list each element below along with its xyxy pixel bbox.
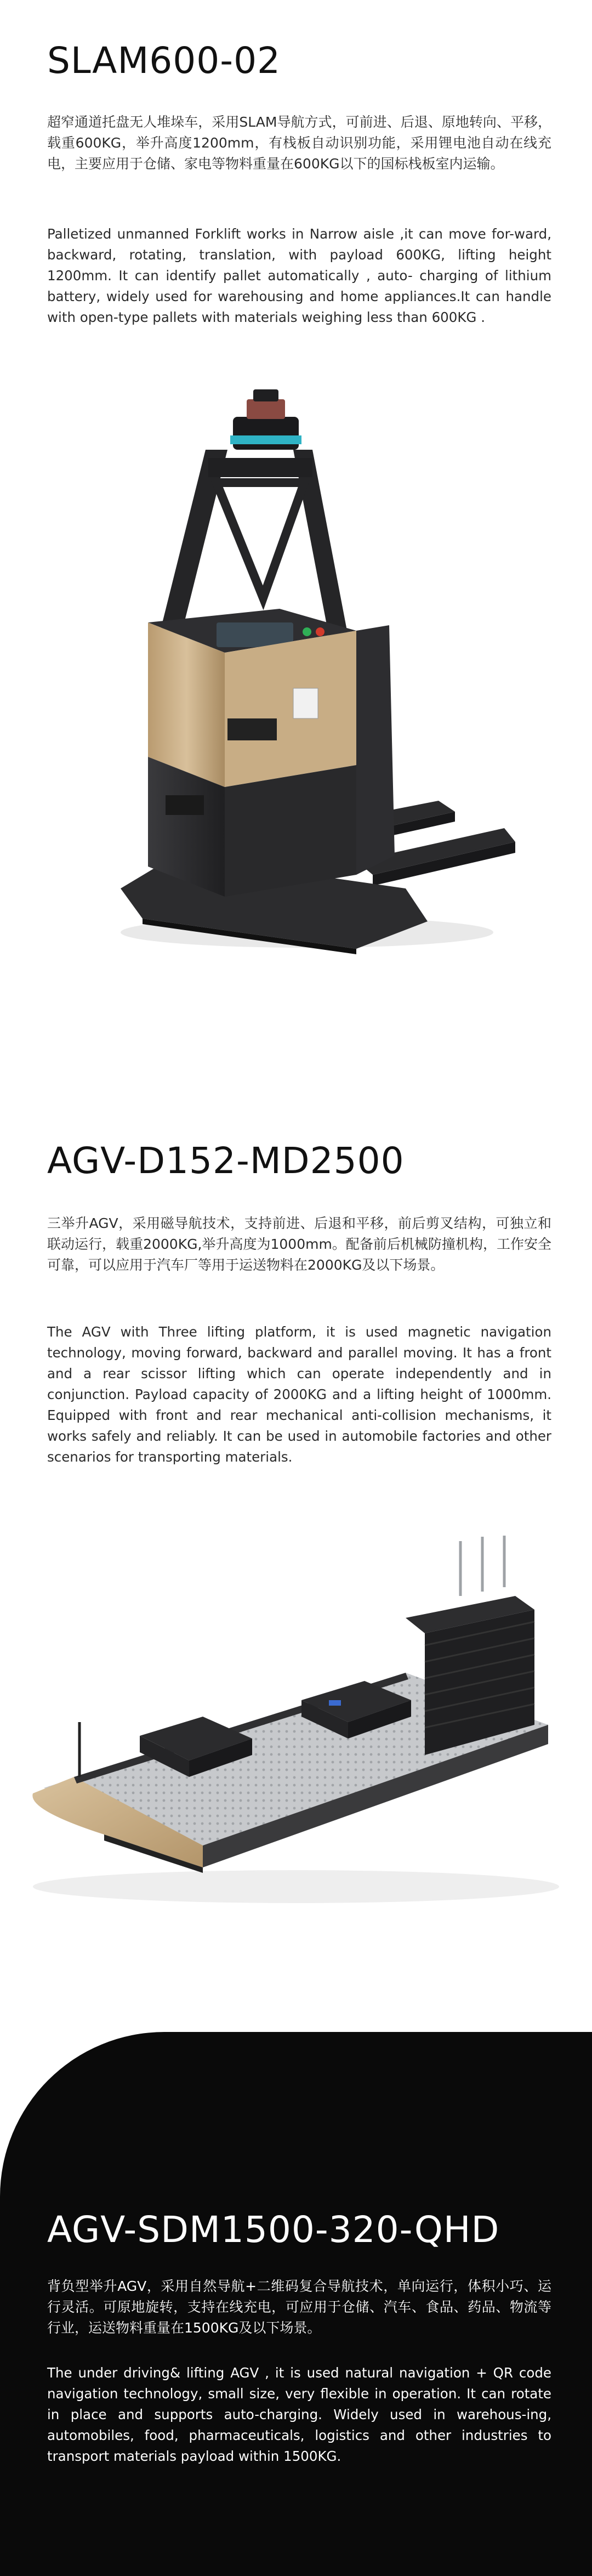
- product-title: AGV-SDM1500-320-QHD: [47, 2209, 500, 2251]
- scissor-lift-agv-image: [22, 1536, 570, 1920]
- product-title: SLAM600-02: [47, 39, 281, 82]
- product-description-zh: 背负型举升AGV，采用自然导航+二维码复合导航技术，单向运行，体积小巧、运行灵活。可原地旋转，支持在线充电，可应用于仓储、汽车、食品、药品、物流等行业，运送物料重量在1500KG及以下场景。: [47, 2278, 551, 2336]
- product-description-zh: 超窄通道托盘无人堆垛车，采用SLAM导航方式，可前进、后退、原地转向、平移，载重600KG，举升高度1200mm，有栈板自动识别功能，采用锂电池自动在线充电，主要应用于仓储、家电等物料重量在600KG以下的国标栈板室内运输。: [47, 114, 551, 172]
- product-description-en: Palletized unmanned Forklift works in Narrow aisle ,it can move for-ward, backward, rotating, translation, with payload 600KG, lifting height 1200mm. It can identify pallet automatically , auto- charging of lithium battery, widely used for warehousing and home appliances.It can handle with open-type pallets with materials weighing less than 600KG .: [47, 226, 551, 325]
- product-title: AGV-D152-MD2500: [47, 1140, 405, 1182]
- product-section-agv-sdm1500: [0, 2032, 592, 2576]
- forklift-agv-image: [99, 378, 515, 954]
- product-description-en: The AGV with Three lifting platform, it is used magnetic navigation technology, moving forward, backward and parallel moving. It has a front and a rear scissor lifting which can operate independently and in conjunction. Payload capacity of 2000KG and a lifting height of 1000mm. Equipped with front and rear mechanical anti-collision mechanisms, it works safely and reliably. It can be used in automobile factories and other scenarios for transporting materials.: [47, 1324, 551, 1465]
- product-description-en: The under driving& lifting AGV , it is used natural navigation + QR code navigation technology, small size, very flexible in operation. It can rotate in place and supports auto-charging. Widely used in warehous-ing, automobiles, food, pharmaceuticals, logistics and other industries to transport materials payload within 1500KG.: [47, 2365, 551, 2464]
- product-section-agv-d152: [0, 1097, 592, 2029]
- product-section-slam600: [0, 0, 592, 1097]
- product-description-zh: 三举升AGV，采用磁导航技术，支持前进、后退和平移，前后剪叉结构，可独立和联动运行，载重2000KG,举升高度为1000mm。配备前后机械防撞机构，工作安全可靠，可以应用于汽车厂等用于运送物料在2000KG及以下场景。: [47, 1215, 551, 1273]
